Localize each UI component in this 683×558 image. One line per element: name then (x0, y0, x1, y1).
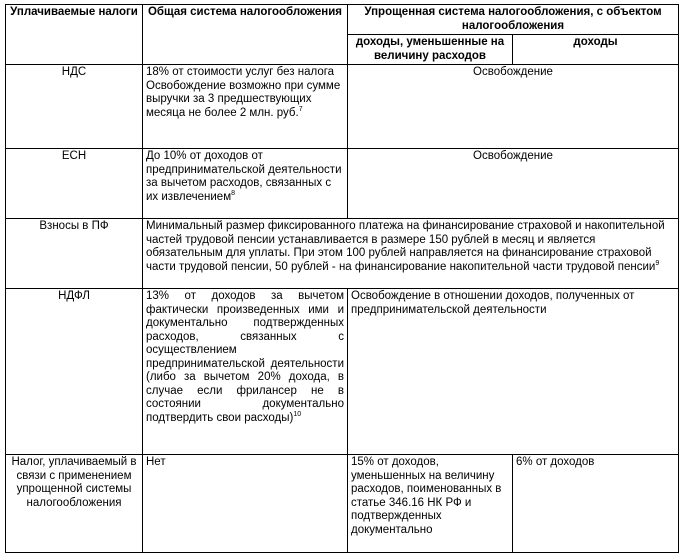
header-general-system: Общая система налогообложения (143, 5, 348, 65)
nds-general-text: 18% от стоимости услуг без налога Освобождение возможно при сумме выручки за 3 предшествующих месяца не более 2 млн. руб. (146, 66, 341, 119)
footnote-ref: 10 (293, 410, 302, 418)
table-row (6, 65, 679, 149)
esn-general-text: До 10% от доходов от предпринимательской деятельности за вычетом расходов, связанных с их извлечением (146, 150, 342, 203)
pf-cell (143, 219, 679, 289)
esn-general-cell (143, 149, 348, 219)
pf-text: Минимальный размер фиксированного платежа на финансирование страховой и накопительной частей трудовой пенсии устанавливается в размере 150 рублей в месяц и является обязательным для уплаты. При этом 100 рублей направляется на финансирование страховой части трудовой пенсии, 50 рублей - на финансирование накопительной части трудовой пенсии (146, 220, 665, 273)
ndfl-general-text: 13% от доходов за вычетом фактически произведенных ими и документально подтвержденных расходов, связанных с осуществлением предпринимательской деятельности (либо за вычетом 20% дохода, в случае если фрилансер не в состоянии документально подтвердить свои расходы) (146, 290, 344, 424)
tax-name-usn: Налог, уплачиваемый в связи с применением упрощенной системы налогообложения (6, 455, 143, 553)
table-row (6, 289, 679, 455)
ndfl-simplified-cell: Освобождение в отношении доходов, полученных от предпринимательской деятельности (348, 289, 679, 455)
footnote-ref: 7 (298, 105, 303, 113)
nds-simplified-cell: Освобождение (348, 65, 679, 149)
nds-general-cell (143, 65, 348, 149)
tax-comparison-table (5, 4, 679, 553)
header-income: доходы (513, 35, 679, 65)
header-taxes: Уплачиваемые налоги (6, 5, 143, 65)
usn-income-minus-expenses-cell: 15% от доходов, уменьшенных на величину расходов, поименованных в статье 346.16 НК РФ и подтвержденных документально (348, 455, 513, 553)
tax-name-pf: Взносы в ПФ (6, 219, 143, 289)
esn-simplified-cell: Освобождение (348, 149, 679, 219)
header-simplified-system: Упрощенная система налогообложения, с объектом налогообложения (348, 5, 679, 35)
footnote-ref: 8 (231, 189, 236, 197)
footnote-ref: 9 (655, 259, 660, 267)
usn-income-cell: 6% от доходов (513, 455, 679, 553)
table-row (6, 149, 679, 219)
tax-name-ndfl: НДФЛ (6, 289, 143, 455)
header-income-minus-expenses: доходы, уменьшенные на величину расходов (348, 35, 513, 65)
table-row (6, 219, 679, 289)
ndfl-general-cell (143, 289, 348, 455)
table-row (6, 455, 679, 553)
tax-name-nds: НДС (6, 65, 143, 149)
tax-name-esn: ЕСН (6, 149, 143, 219)
usn-general-cell: Нет (143, 455, 348, 553)
